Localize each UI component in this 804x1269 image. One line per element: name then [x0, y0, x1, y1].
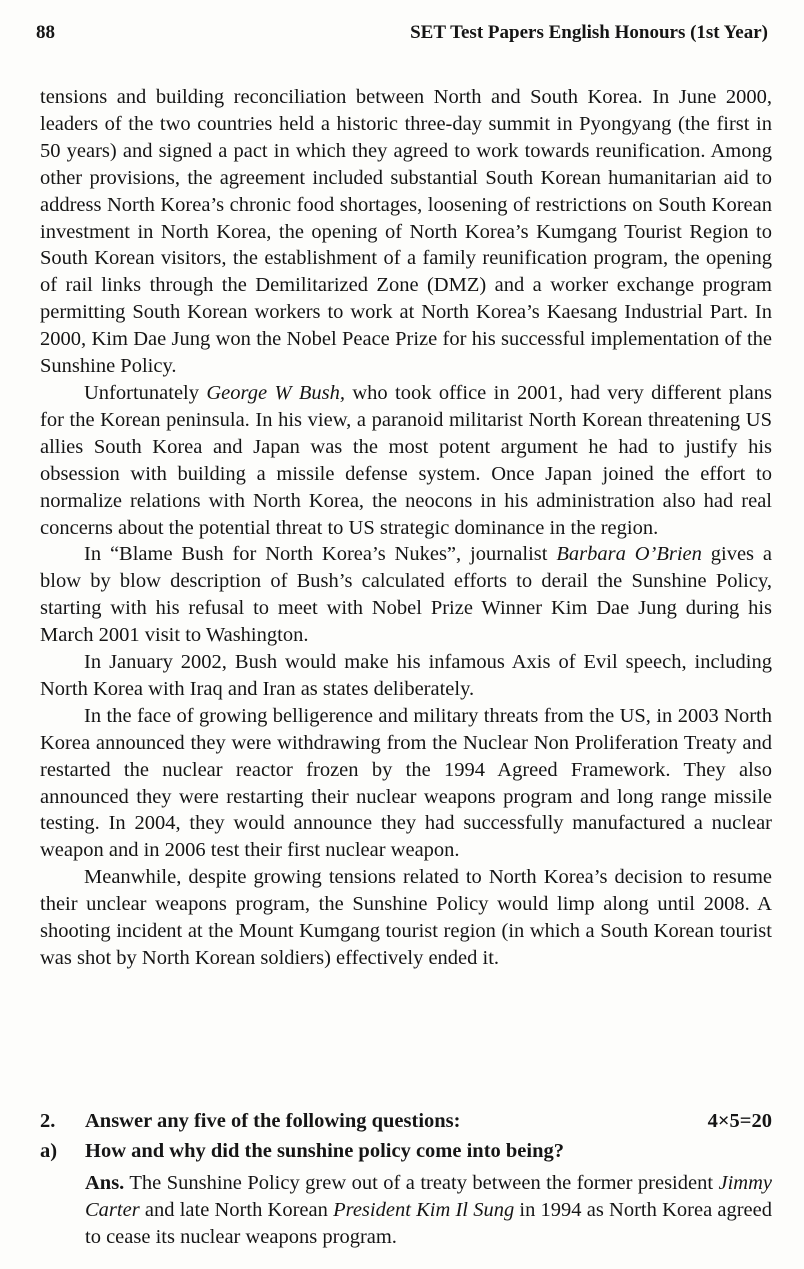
- name-jimmy-carter: Jimmy Carter: [85, 1172, 772, 1221]
- paragraph-bush-plans: Unfortunately George W Bush, who took office in 2001, had very different plans for the Korean peninsula. In his view, a paranoid militarist North Korean threatening US allies South Korea and Japan was the most potent argument he had to justify his obsession with building a missile defense system. Once Japan joined the effort to normalize relations with North Korea, the neocons in his administration also had real concerns about the potential threat to US strategic dominance in the region.: [40, 381, 773, 539]
- question-2-heading: [40, 1108, 772, 1138]
- question-marks: 4×5=20: [707, 1110, 772, 1132]
- name-kim-il-sung: President Kim Il Sung: [333, 1199, 515, 1221]
- question-number: 2.: [40, 1110, 56, 1132]
- sub-question-label: a): [40, 1140, 58, 1162]
- page-number: 88: [36, 22, 55, 43]
- sub-question-text: How and why did the sunshine policy come into being?: [85, 1140, 564, 1162]
- page-header: [36, 22, 768, 48]
- paragraph-npt-withdrawal: In the face of growing belligerence and military threats from the US, in 2003 North Korea announced they were withdrawing from the Nuclear Non Proliferation Treaty and restarted the nuclear reactor frozen by the 1994 Agreed Framework. They also announced they were restarting their nuclear weapons program and long range missile testing. In 2004, they would announce they had successfully manufactured a nuclear weapon and in 2006 test their first nuclear weapon.: [40, 704, 772, 862]
- paragraph-sunshine-summit: tensions and building reconciliation between North and South Korea. In June 2000, leaders of the two countries held a historic three-day summit in Pyongyang (the first in 50 years) and signed a pact in which they agreed to work towards reunification. Among other provisions, the agreement included substantial South Korean humanitarian aid to address North Korea’s chronic food shortages, loosening of restrictions on South Korean investment in North Korea, the opening of North Korea’s Kumgang Tourist Region to South Korean visitors, the establishment of a family reunification program, the opening of rail links through the Demilitarized Zone (DMZ) and a worker exchange program permitting South Korean workers to work at North Korea’s Kaesang Industrial Part. In 2000, Kim Dae Jung won the Nobel Peace Prize for his successful implementation of the Sunshine Policy.: [40, 86, 772, 378]
- paragraph-sunshine-end: Meanwhile, despite growing tensions related to North Korea’s decision to resume their unclear weapons program, the Sunshine Policy would limp along until 2008. A shooting incident at the Mount Kumgang tourist region (in which a South Korean tourist was shot by North Korean soldiers) effectively ended it.: [40, 866, 772, 969]
- question-instruction: Answer any five of the following questions:: [85, 1110, 461, 1132]
- name-barbara-obrien: Barbara O’Brien: [556, 543, 702, 566]
- running-title: SET Test Papers English Honours (1st Year): [410, 22, 768, 43]
- sub-question-a: [40, 1138, 772, 1168]
- paragraph-axis-of-evil: In January 2002, Bush would make his infamous Axis of Evil speech, including North Korea with Iraq and Iran as states deliberately.: [40, 651, 772, 700]
- answer-label: Ans.: [85, 1172, 125, 1194]
- paragraph-blame-bush: In “Blame Bush for North Korea’s Nukes”, journalist Barbara O’Brien gives a blow by blow description of Bush’s calculated efforts to derail the Sunshine Policy, starting with his refusal to meet with Nobel Prize Winner Kim Dae Jung during his March 2001 visit to Washington.: [40, 543, 772, 647]
- article-body: [40, 84, 772, 972]
- answer-paragraph: Ans. The Sunshine Policy grew out of a treaty between the former president Jimmy Carter and late North Korean President Kim Il Sung in 1994 as North Korea agreed to cease its nuclear weapons program.: [85, 1172, 772, 1248]
- name-george-bush: George W Bush,: [206, 381, 346, 404]
- question-section: [40, 1108, 772, 1251]
